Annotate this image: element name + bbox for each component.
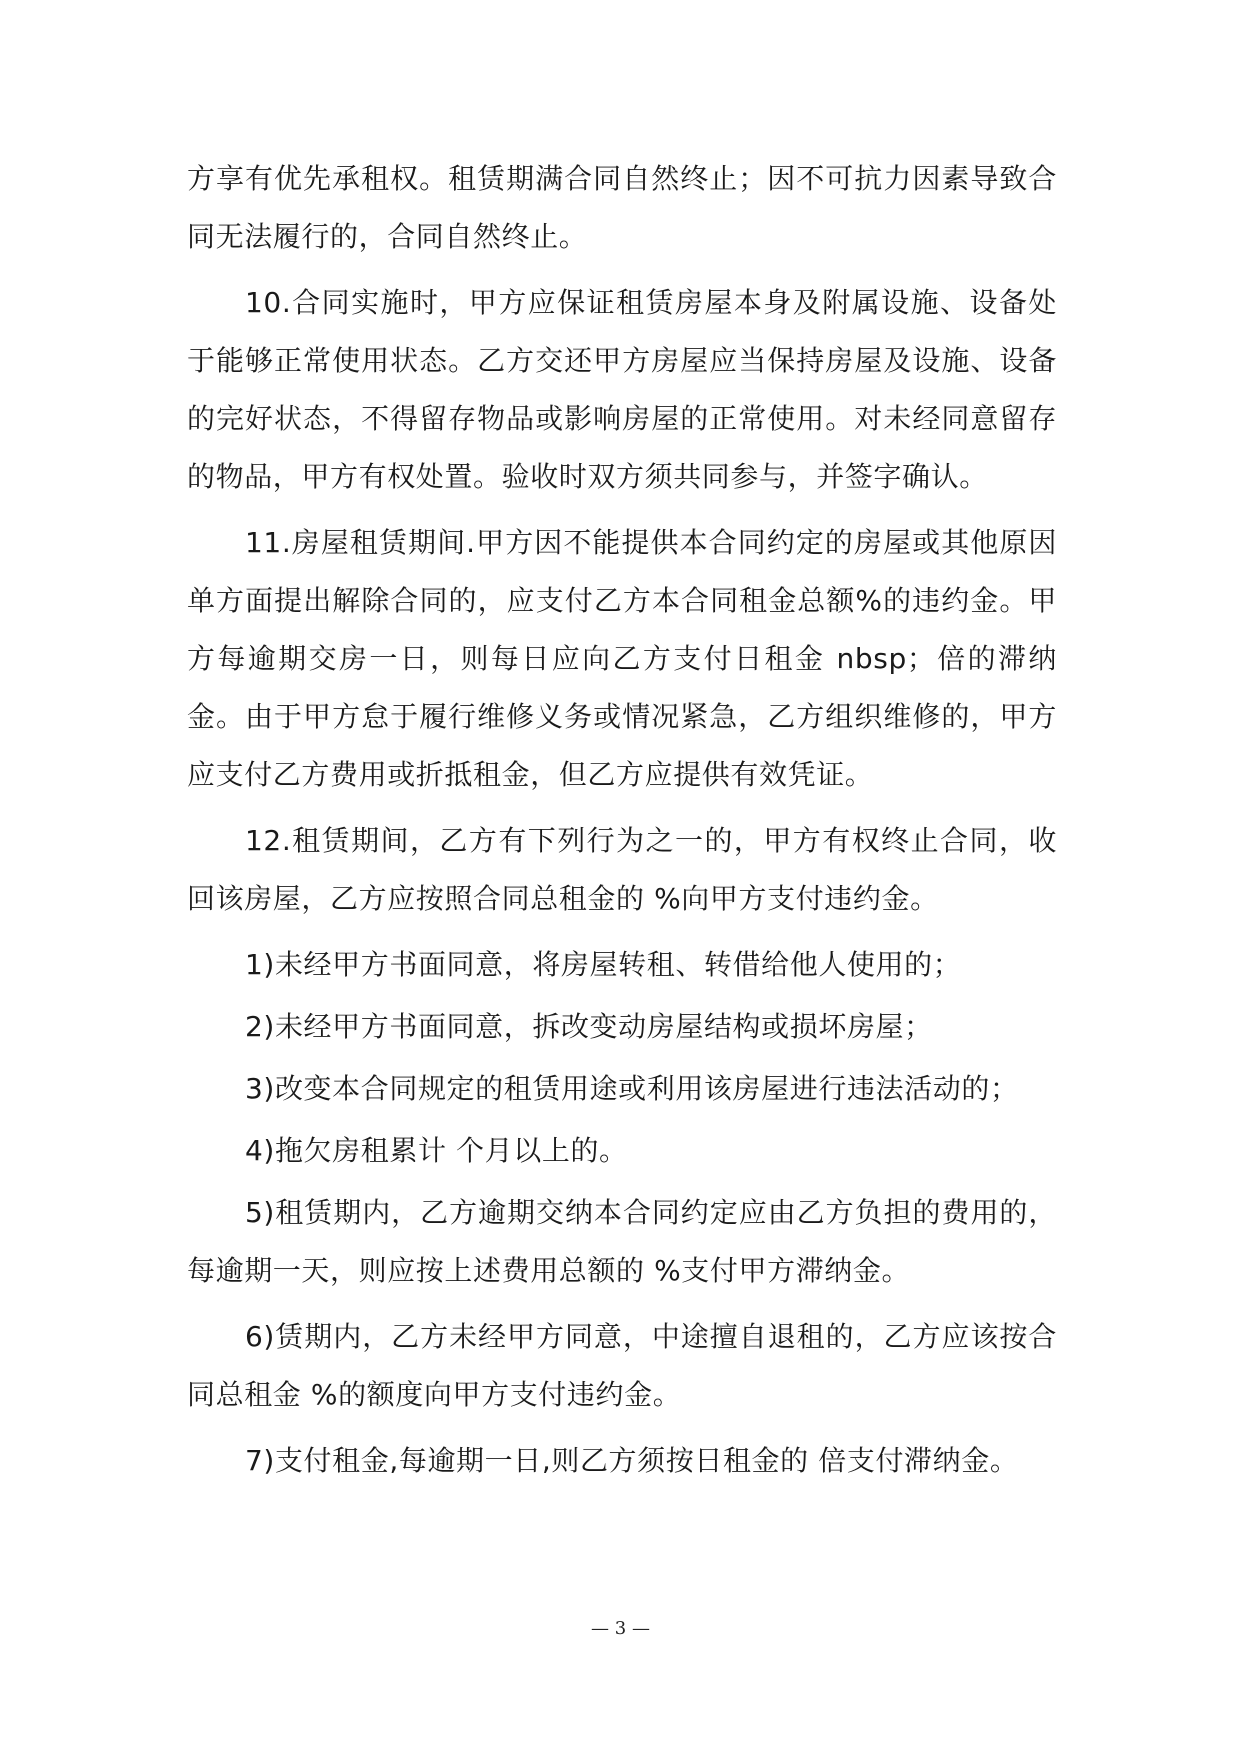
paragraph-clause-10: 10.合同实施时，甲方应保证租赁房屋本身及附属设施、设备处于能够正常使用状态。乙方交还甲方房屋应当保持房屋及设施、设备的完好状态，不得留存物品或影响房屋的正常使用。对未经同意留存的物品，甲方有权处置。验收时双方须共同参与，并签字确认。	[187, 286, 1057, 493]
list-item-5: 5)租赁期内，乙方逾期交纳本合同约定应由乙方负担的费用的，每逾期一天，则应按上述费用总额的 %支付甲方滞纳金。	[187, 1196, 1057, 1287]
list-item-7: 7)支付租金,每逾期一日,则乙方须按日租金的 倍支付滞纳金。	[245, 1444, 1019, 1477]
paragraph-clause-12: 12.租赁期间，乙方有下列行为之一的，甲方有权终止合同，收回该房屋，乙方应按照合同总租金的 %向甲方支付违约金。	[187, 824, 1057, 915]
list-item-4: 4)拖欠房租累计 个月以上的。	[245, 1134, 628, 1167]
list-item-1: 1)未经甲方书面同意，将房屋转租、转借给他人使用的；	[245, 948, 962, 981]
paragraph-continuation: 方享有优先承租权。租赁期满合同自然终止；因不可抗力因素导致合同无法履行的，合同自然终止。	[187, 162, 1057, 253]
document-body	[187, 150, 1057, 1494]
list-item-6: 6)赁期内，乙方未经甲方同意，中途擅自退租的，乙方应该按合同总租金 %的额度向甲方支付违约金。	[187, 1320, 1057, 1411]
list-item-3: 3)改变本合同规定的租赁用途或利用该房屋进行违法活动的；	[245, 1072, 1019, 1105]
list-item-2: 2)未经甲方书面同意，拆改变动房屋结构或损坏房屋；	[245, 1010, 933, 1043]
page-number: — 3 —	[591, 1618, 650, 1639]
paragraph-clause-11: 11.房屋租赁期间.甲方因不能提供本合同约定的房屋或其他原因单方面提出解除合同的，应支付乙方本合同租金总额%的违约金。甲方每逾期交房一日，则每日应向乙方支付日租金 nbsp；倍的滞纳金。由于甲方怠于履行维修义务或情况紧急，乙方组织维修的，甲方应支付乙方费用或折抵租金，但乙方应提供有效凭证。	[187, 526, 1057, 791]
